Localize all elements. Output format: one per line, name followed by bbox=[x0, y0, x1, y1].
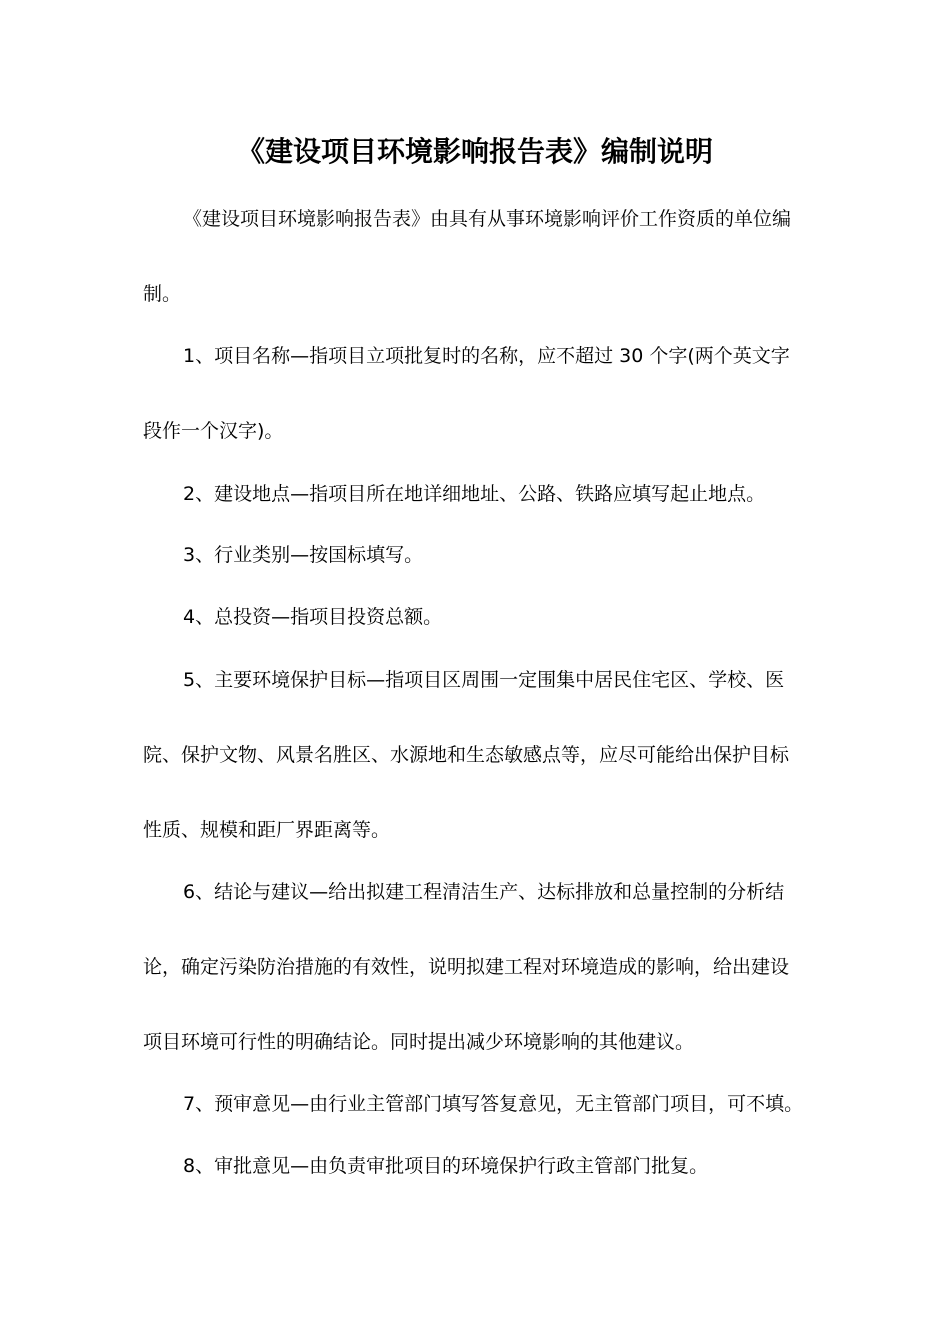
item-1-line-2: 段作一个汉字)。 bbox=[143, 420, 284, 442]
item-6-line-1: 6、结论与建议—给出拟建工程清洁生产、达标排放和总量控制的分析结 bbox=[183, 881, 785, 903]
item-7-line-1: 7、预审意见—由行业主管部门填写答复意见，无主管部门项目，可不填。 bbox=[183, 1093, 804, 1115]
item-4-line-1: 4、总投资—指项目投资总额。 bbox=[183, 606, 443, 628]
item-2-line-1: 2、建设地点—指项目所在地详细地址、公路、铁路应填写起止地点。 bbox=[183, 483, 766, 505]
item-6-line-2: 论，确定污染防治措施的有效性，说明拟建工程对环境造成的影响，给出建设 bbox=[143, 956, 790, 978]
intro-line-1: 《建设项目环境影响报告表》由具有从事环境影响评价工作资质的单位编 bbox=[183, 208, 792, 230]
item-8-line-1: 8、审批意见—由负责审批项目的环境保护行政主管部门批复。 bbox=[183, 1155, 709, 1177]
item-5-line-2: 院、保护文物、风景名胜区、水源地和生态敏感点等，应尽可能给出保护目标 bbox=[143, 744, 790, 766]
intro-line-2: 制。 bbox=[143, 283, 182, 305]
item-3-line-1: 3、行业类别—按国标填写。 bbox=[183, 544, 424, 566]
item-5-line-1: 5、主要环境保护目标—指项目区周围一定围集中居民住宅区、学校、医 bbox=[183, 669, 785, 691]
item-5-line-3: 性质、规模和距厂界距离等。 bbox=[143, 819, 391, 841]
item-1-line-1: 1、项目名称—指项目立项批复时的名称，应不超过 30 个字(两个英文字 bbox=[183, 345, 790, 367]
item-6-line-3: 项目环境可行性的明确结论。同时提出减少环境影响的其他建议。 bbox=[143, 1031, 695, 1053]
document-title: 《建设项目环境影响报告表》编制说明 bbox=[236, 135, 713, 168]
